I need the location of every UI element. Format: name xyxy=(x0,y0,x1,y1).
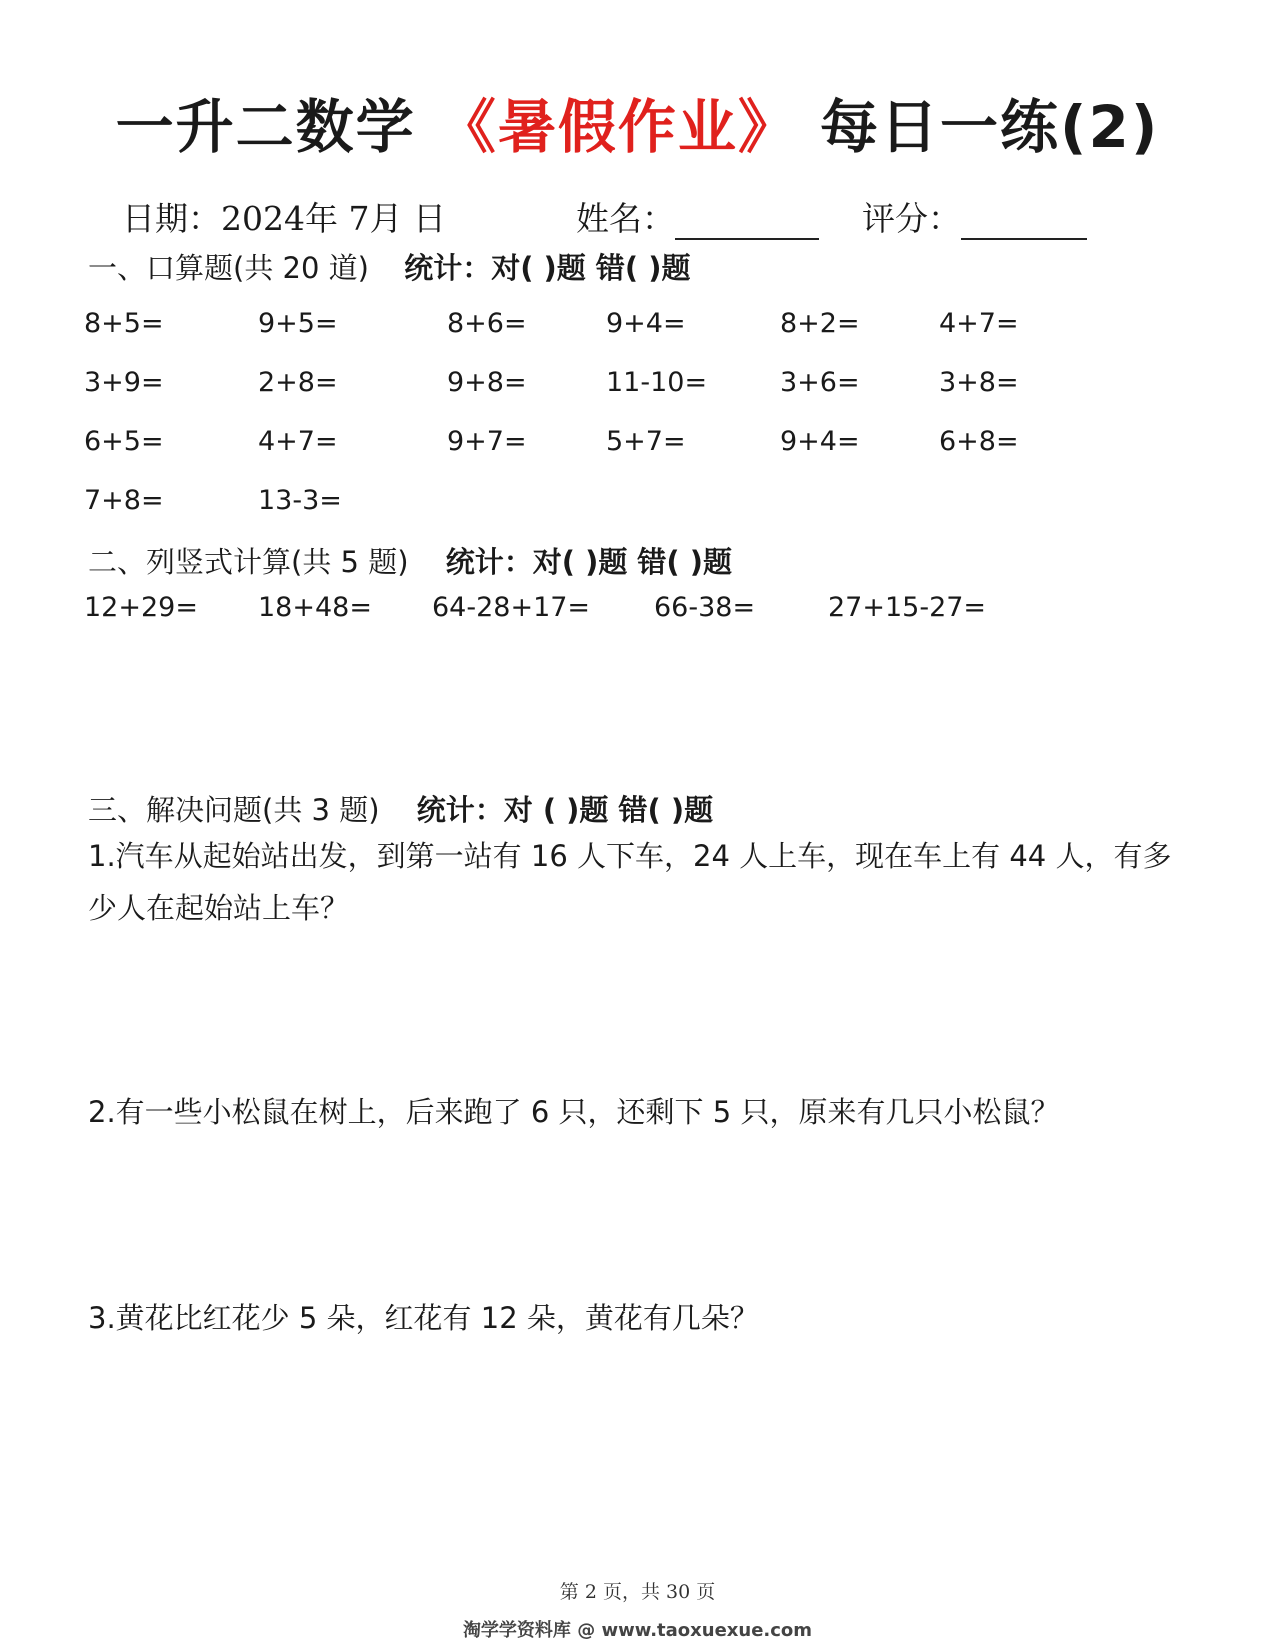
title-part1: 一升二数学 xyxy=(115,93,416,161)
section-vertical-stat: 统计：对( )题 错( )题 xyxy=(445,545,733,579)
oral-item: 7+8= xyxy=(84,485,164,516)
section-oral-header xyxy=(88,246,691,287)
oral-item: 11-10= xyxy=(606,367,708,398)
name-field xyxy=(576,193,819,240)
oral-item: 9+4= xyxy=(780,426,860,457)
oral-item: 3+9= xyxy=(84,367,164,398)
oral-item: 8+2= xyxy=(780,308,860,339)
page-title xyxy=(0,80,1275,164)
oral-item: 8+6= xyxy=(447,308,527,339)
oral-item: 5+7= xyxy=(606,426,686,457)
vertical-item: 27+15-27= xyxy=(828,592,987,623)
name-label: 姓名： xyxy=(576,199,675,238)
vertical-item: 12+29= xyxy=(84,592,198,623)
oral-item: 13-3= xyxy=(258,485,342,516)
word-problem-3: 3.黄花比红花少 5 朵，红花有 12 朵，黄花有几朵？ xyxy=(88,1301,759,1335)
page-number: 第 2 页，共 30 页 xyxy=(559,1581,716,1603)
section-problems-heading: 三、解决问题(共 3 题) xyxy=(88,793,380,827)
oral-item: 4+7= xyxy=(939,308,1019,339)
section-oral-heading: 一、口算题(共 20 道) xyxy=(88,251,369,285)
oral-item: 8+5= xyxy=(84,308,164,339)
section-problems-header xyxy=(88,788,713,829)
word-problem-2: 2.有一些小松鼠在树上，后来跑了 6 只，还剩下 5 只，原来有几只小松鼠？ xyxy=(88,1095,1060,1129)
oral-item: 6+8= xyxy=(939,426,1019,457)
oral-item: 3+8= xyxy=(939,367,1019,398)
oral-item: 9+8= xyxy=(447,367,527,398)
score-label: 评分： xyxy=(862,199,961,238)
vertical-item: 66-38= xyxy=(654,592,756,623)
name-blank[interactable] xyxy=(675,208,819,240)
section-oral-stat: 统计：对( )题 错( )题 xyxy=(404,251,691,285)
title-part3: 每日一练(2) xyxy=(820,93,1160,161)
vertical-item: 18+48= xyxy=(258,592,372,623)
score-blank[interactable] xyxy=(961,208,1087,240)
watermark-text: 淘学学资料库 @ www.taoxuexue.com xyxy=(462,1620,813,1641)
date-field: 日期：2024年 7月 日 xyxy=(122,199,446,238)
oral-item: 3+6= xyxy=(780,367,860,398)
score-field xyxy=(862,193,1087,240)
oral-item: 9+7= xyxy=(447,426,527,457)
section-vertical-heading: 二、列竖式计算(共 5 题) xyxy=(88,545,409,579)
oral-item: 9+5= xyxy=(258,308,338,339)
oral-item: 6+5= xyxy=(84,426,164,457)
vertical-item: 64-28+17= xyxy=(432,592,591,623)
oral-item: 4+7= xyxy=(258,426,338,457)
word-problem-1: 1.汽车从起始站出发，到第一站有 16 人下车，24 人上车，现在车上有 44 人，有多少人在起始站上车？ xyxy=(88,839,1172,925)
oral-item: 9+4= xyxy=(606,308,686,339)
oral-item: 2+8= xyxy=(258,367,338,398)
section-problems-stat: 统计：对 ( )题 错( )题 xyxy=(416,793,714,827)
section-vertical-header xyxy=(88,540,732,581)
title-part2: 《暑假作业》 xyxy=(437,93,798,161)
